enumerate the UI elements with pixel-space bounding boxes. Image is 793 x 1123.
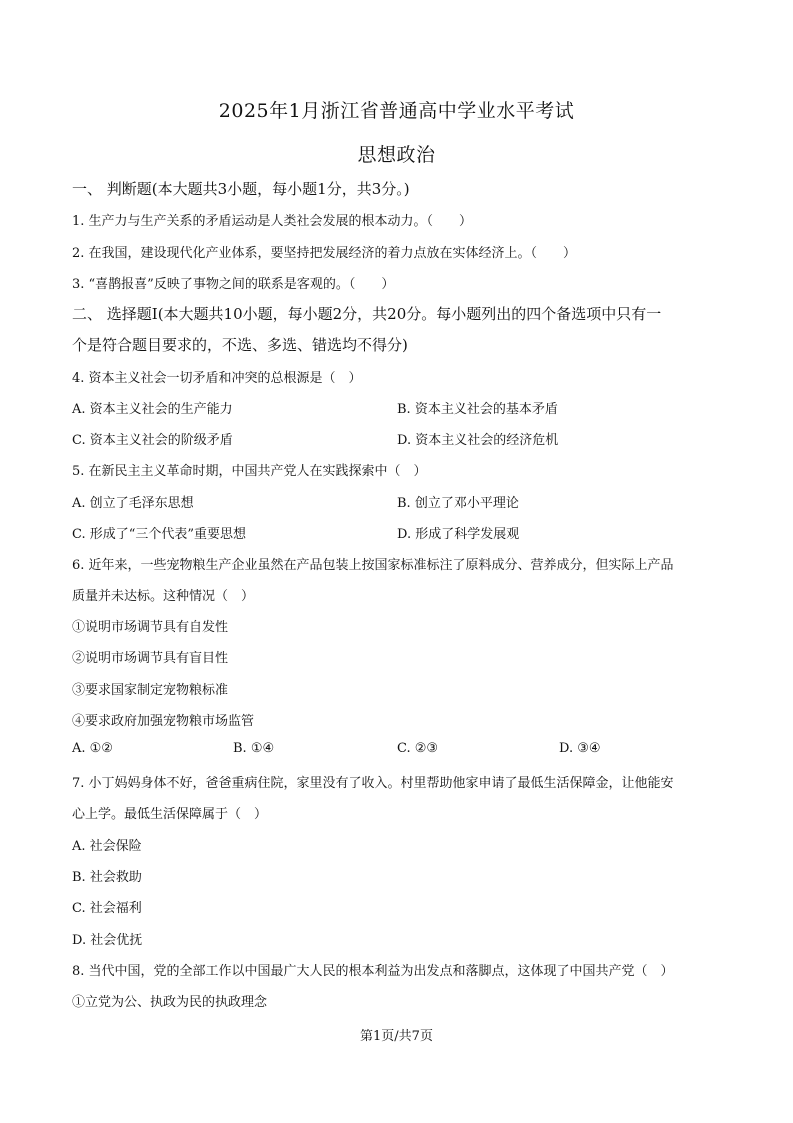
- subject-title: 思想政治: [357, 144, 436, 166]
- question-1: 1. 生产力与生产关系的矛盾运动是人类社会发展的根本动力。（ ）: [72, 214, 473, 229]
- question-6-option-a: A. ①②: [72, 741, 113, 756]
- question-4-stem: 4. 资本主义社会一切矛盾和冲突的总根源是（ ）: [72, 371, 362, 386]
- question-6-option-b: B. ①④: [233, 741, 275, 756]
- question-7-stem-line1: 7. 小丁妈妈身体不好，爸爸重病住院，家里没有了收入。村里帮助他家申请了最低生活保障金，让他能安: [72, 776, 674, 791]
- page-number: 第1页/共7页: [360, 1029, 433, 1044]
- question-8-statement-1: ①立党为公、执政为民的执政理念: [72, 995, 268, 1010]
- question-4-option-d: D. 资本主义社会的经济危机: [397, 433, 559, 448]
- question-4-option-c: C. 资本主义社会的阶级矛盾: [72, 433, 233, 448]
- question-2: 2. 在我国，建设现代化产业体系，要坚持把发展经济的着力点放在实体经济上。（ ）: [72, 246, 577, 261]
- section2-heading-line1: 二、 选择题Ⅰ(本大题共10小题，每小题2分，共20分。每小题列出的四个备选项中只有一: [72, 305, 662, 323]
- section2-heading-line2: 个是符合题目要求的，不选、多选、错选均不得分): [72, 336, 408, 354]
- question-5-option-c: C. 形成了“三个代表”重要思想: [72, 527, 247, 542]
- exam-title: 2025年1月浙江省普通高中学业水平考试: [218, 100, 575, 122]
- question-7-option-d: D. 社会优抚: [72, 933, 143, 948]
- question-6-statement-3: ③要求国家制定宠物粮标准: [72, 683, 229, 698]
- question-5-option-d: D. 形成了科学发展观: [397, 527, 520, 542]
- question-6-stem-line2: 质量并未达标。这种情况（ ）: [72, 589, 255, 604]
- question-6-option-d: D. ③④: [559, 741, 601, 756]
- section1-heading: 一、 判断题(本大题共3小题，每小题1分，共3分。): [72, 180, 410, 198]
- question-4-option-a: A. 资本主义社会的生产能力: [72, 402, 233, 417]
- question-6-statement-4: ④要求政府加强宠物粮市场监管: [72, 714, 255, 729]
- question-7-stem-line2: 心上学。最低生活保障属于（ ）: [72, 807, 268, 822]
- question-6-statement-2: ②说明市场调节具有盲目性: [72, 651, 229, 666]
- question-5-option-b: B. 创立了邓小平理论: [397, 496, 519, 511]
- question-8-stem: 8. 当代中国，党的全部工作以中国最广大人民的根本利益为出发点和落脚点，这体现了中国共产党（ ）: [72, 964, 674, 979]
- question-6-stem-line1: 6. 近年来，一些宠物粮生产企业虽然在产品包装上按国家标准标注了原料成分、营养成分，但实际上产品: [72, 558, 674, 573]
- question-7-option-a: A. 社会保险: [72, 839, 142, 854]
- question-5-stem: 5. 在新民主主义革命时期，中国共产党人在实践探索中（ ）: [72, 464, 427, 479]
- question-7-option-c: C. 社会福利: [72, 901, 142, 916]
- question-3: 3. “喜鹊报喜”反映了事物之间的联系是客观的。（ ）: [72, 277, 395, 292]
- question-7-option-b: B. 社会救助: [72, 870, 142, 885]
- question-6-option-c: C. ②③: [397, 741, 439, 756]
- question-6-statement-1: ①说明市场调节具有自发性: [72, 620, 229, 635]
- question-4-option-b: B. 资本主义社会的基本矛盾: [397, 402, 558, 417]
- question-5-option-a: A. 创立了毛泽东思想: [72, 496, 194, 511]
